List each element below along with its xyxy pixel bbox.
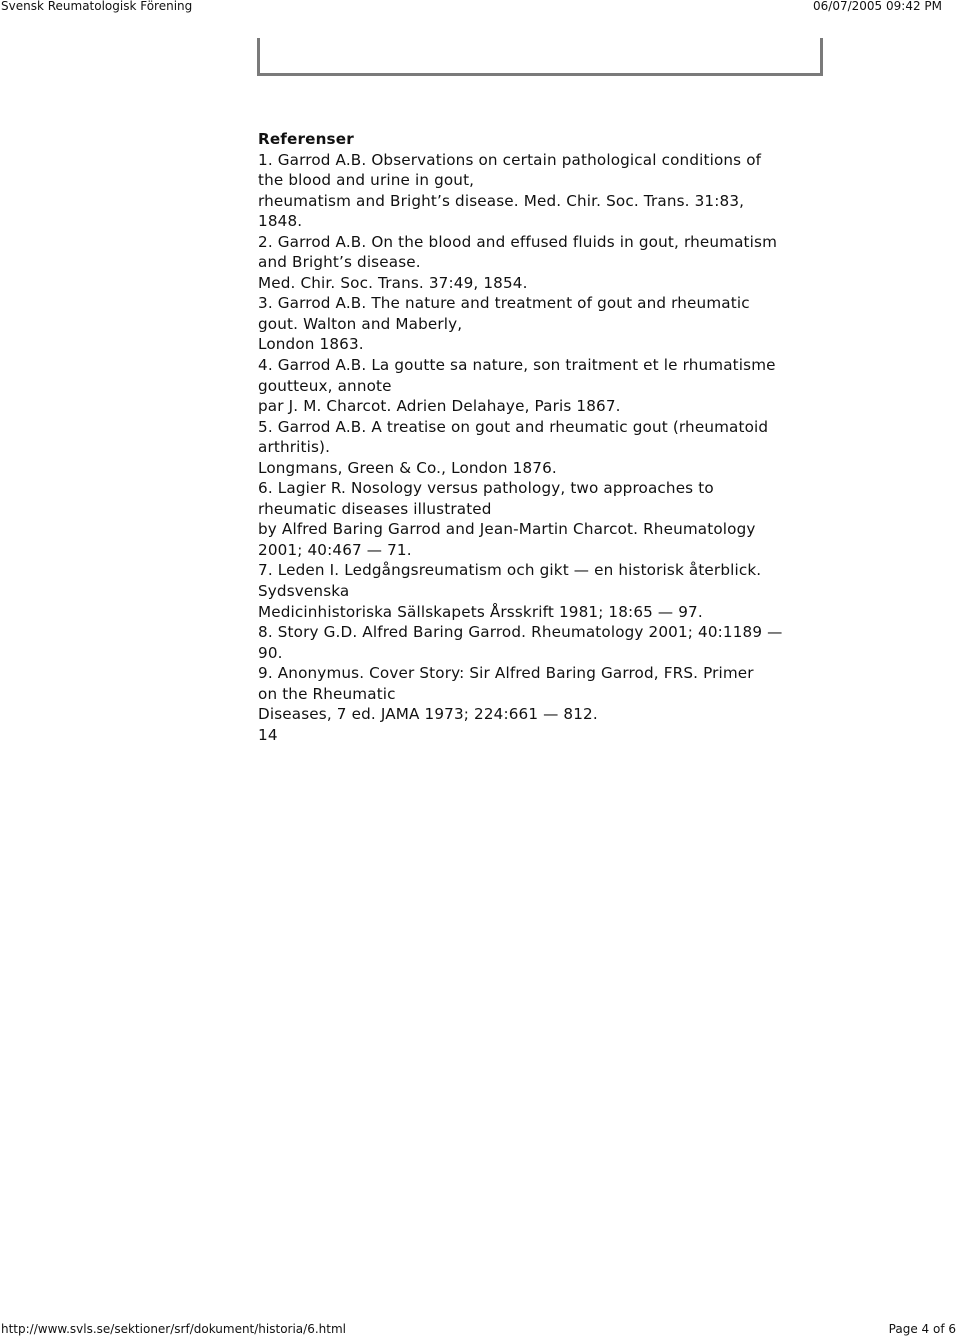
reference-line: arthritis). — [258, 438, 331, 457]
reference-line: par J. M. Charcot. Adrien Delahaye, Paris 1867. — [258, 397, 621, 416]
reference-line: 1848. — [258, 212, 303, 231]
reference-line: 5. Garrod A.B. A treatise on gout and rheumatic gout (rheumatoid — [258, 417, 769, 436]
reference-line: 2001; 40:467 — 71. — [258, 540, 412, 559]
reference-line: by Alfred Baring Garrod and Jean-Martin Charcot. Rheumatology — [258, 520, 756, 539]
reference-line: the blood and urine in gout, — [258, 171, 475, 190]
reference-line: Sydsvenska — [258, 582, 350, 601]
reference-line: Medicinhistoriska Sällskapets Årsskrift 1981; 18:65 — 97. — [258, 602, 703, 621]
reference-line: Diseases, 7 ed. JAMA 1973; 224:661 — 812. — [258, 705, 598, 724]
page-url: http://www.svls.se/sektioner/srf/dokument/historia/6.html — [1, 1322, 346, 1336]
reference-line: 90. — [258, 643, 283, 662]
print-header — [0, 0, 960, 14]
reference-line: Med. Chir. Soc. Trans. 37:49, 1854. — [258, 273, 528, 292]
page-number: 14 — [258, 725, 278, 744]
reference-line: 3. Garrod A.B. The nature and treatment of gout and rheumatic — [258, 294, 750, 313]
page-info: Page 4 of 6 — [888, 1322, 956, 1336]
reference-line: 7. Leden I. Ledgångsreumatism och gikt — en historisk återblick. — [258, 561, 762, 580]
reference-line: on the Rheumatic — [258, 684, 396, 703]
content-frame — [257, 38, 823, 76]
reference-line: 1. Garrod A.B. Observations on certain pathological conditions of — [258, 150, 762, 169]
reference-line: 2. Garrod A.B. On the blood and effused fluids in gout, rheumatism — [258, 232, 778, 251]
reference-line: 8. Story G.D. Alfred Baring Garrod. Rheumatology 2001; 40:1189 — — [258, 623, 783, 642]
reference-line: rheumatic diseases illustrated — [258, 499, 492, 518]
references-section — [258, 129, 838, 745]
reference-line: Longmans, Green & Co., London 1876. — [258, 458, 557, 477]
print-footer — [0, 1322, 960, 1338]
reference-line: 6. Lagier R. Nosology versus pathology, two approaches to — [258, 479, 714, 498]
reference-line: gout. Walton and Maberly, — [258, 314, 463, 333]
reference-line: 9. Anonymus. Cover Story: Sir Alfred Baring Garrod, FRS. Primer — [258, 664, 754, 683]
reference-line: and Bright’s disease. — [258, 253, 421, 272]
print-datetime: 06/07/2005 09:42 PM — [813, 0, 942, 13]
references-heading: Referenser — [258, 130, 354, 148]
site-title: Svensk Reumatologisk Förening — [1, 0, 193, 13]
reference-line: 4. Garrod A.B. La goutte sa nature, son traitment et le rhumatisme — [258, 356, 776, 375]
reference-line: goutteux, annote — [258, 376, 392, 395]
reference-line: rheumatism and Bright’s disease. Med. Chir. Soc. Trans. 31:83, — [258, 191, 745, 210]
reference-line: London 1863. — [258, 335, 364, 354]
